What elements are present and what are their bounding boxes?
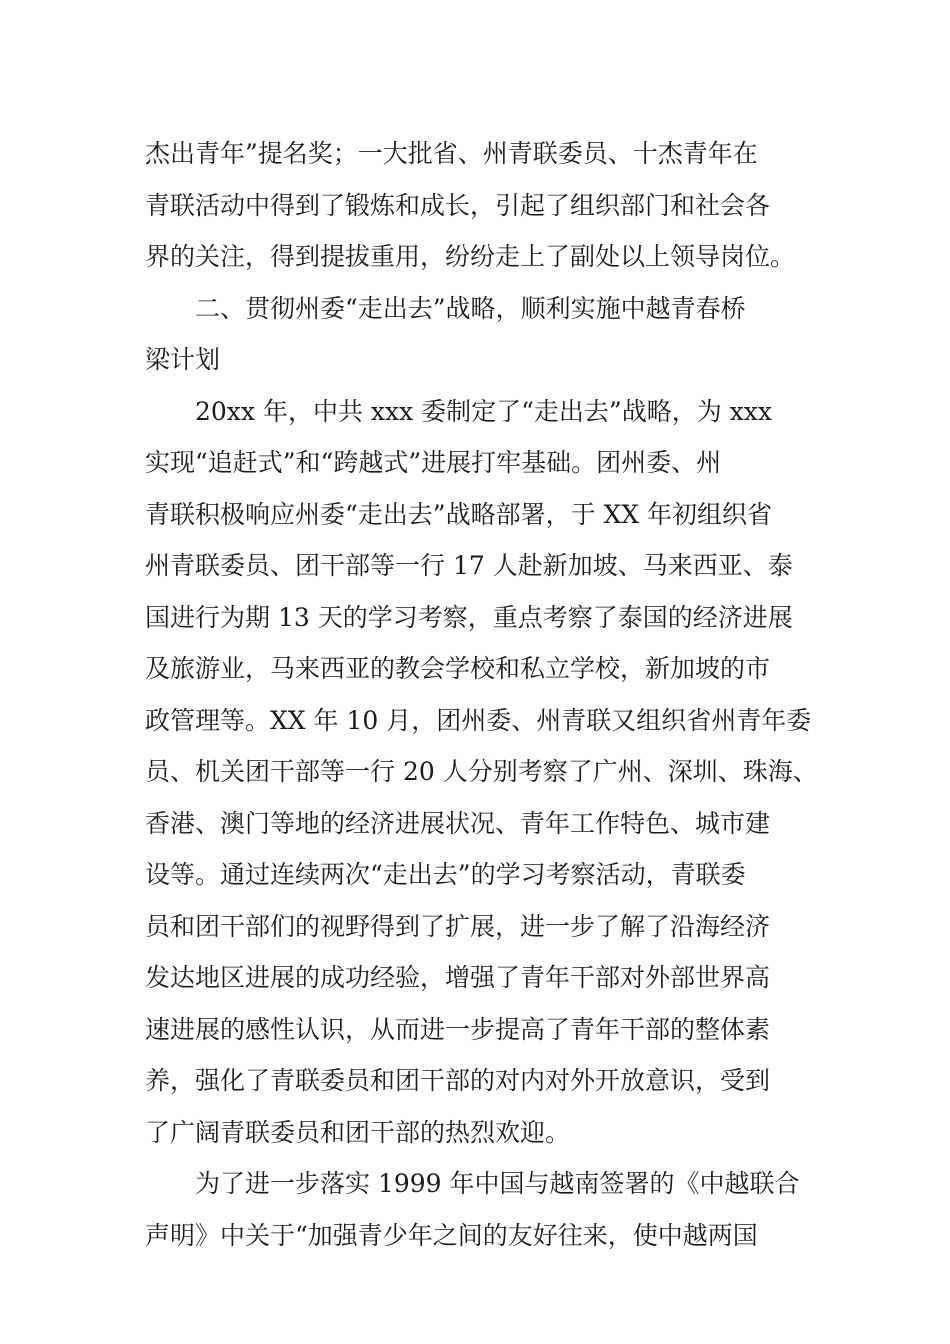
text-line: 了广阔青联委员和团干部的热烈欢迎。 bbox=[145, 1117, 571, 1147]
section-heading-line: 梁计划 bbox=[145, 345, 221, 374]
section-heading-line: 二、贯彻州委“走出去”战略，顺利实施中越青春桥 bbox=[195, 293, 746, 323]
text-line: 发达地区进展的成功经验，增强了青年干部对外部世界高 bbox=[145, 963, 771, 992]
text-line: 青联活动中得到了锻炼和成长，引起了组织部门和社会各 bbox=[145, 190, 771, 220]
text-line: 速进展的感性认识，从而进一步提高了青年干部的整体素 bbox=[145, 1014, 771, 1044]
text-line: 杰出青年”提名奖；一大批省、州青联委员、十杰青年在 bbox=[145, 139, 758, 168]
text-line: 设等。通过连续两次“走出去”的学习考察活动，青联委 bbox=[145, 860, 746, 889]
text-line: 香港、澳门等地的经济进展状况、青年工作特色、城市建 bbox=[145, 808, 771, 838]
text-line: 20xx 年，中共 xxx 委制定了“走出去”战略，为 xxx bbox=[195, 396, 772, 426]
text-line: 声明》中关于“加强青少年之间的友好往来，使中越两国 bbox=[145, 1220, 758, 1250]
text-line: 界的关注，得到提拔重用，纷纷走上了副处以上领导岗位。 bbox=[145, 242, 796, 271]
document-body bbox=[145, 128, 835, 1261]
text-line: 实现“追赶式”和“跨越式”进展打牢基础。团州委、州 bbox=[145, 448, 722, 477]
text-line: 养，强化了青联委员和团干部的对内对外开放意识，受到 bbox=[145, 1066, 771, 1095]
text-line: 州青联委员、团干部等一行 17 人赴新加坡、马来西亚、泰 bbox=[145, 551, 793, 580]
text-line: 青联积极响应州委“走出去”战略部署，于 XX 年初组织省 bbox=[145, 499, 773, 529]
text-line: 国进行为期 13 天的学习考察，重点考察了泰国的经济进展 bbox=[145, 602, 793, 632]
text-line: 员、机关团干部等一行 20 人分别考察了广州、深圳、珠海、 bbox=[145, 757, 818, 786]
text-line: 及旅游业，马来西亚的教会学校和私立学校，新加坡的市 bbox=[145, 654, 771, 683]
text-line: 员和团干部们的视野得到了扩展，进一步了解了沿海经济 bbox=[145, 911, 771, 941]
text-line: 政管理等。XX 年 10 月，团州委、州青联又组织省州青年委 bbox=[145, 705, 812, 735]
text-line: 为了进一步落实 1999 年中国与越南签署的《中越联合 bbox=[195, 1169, 800, 1198]
